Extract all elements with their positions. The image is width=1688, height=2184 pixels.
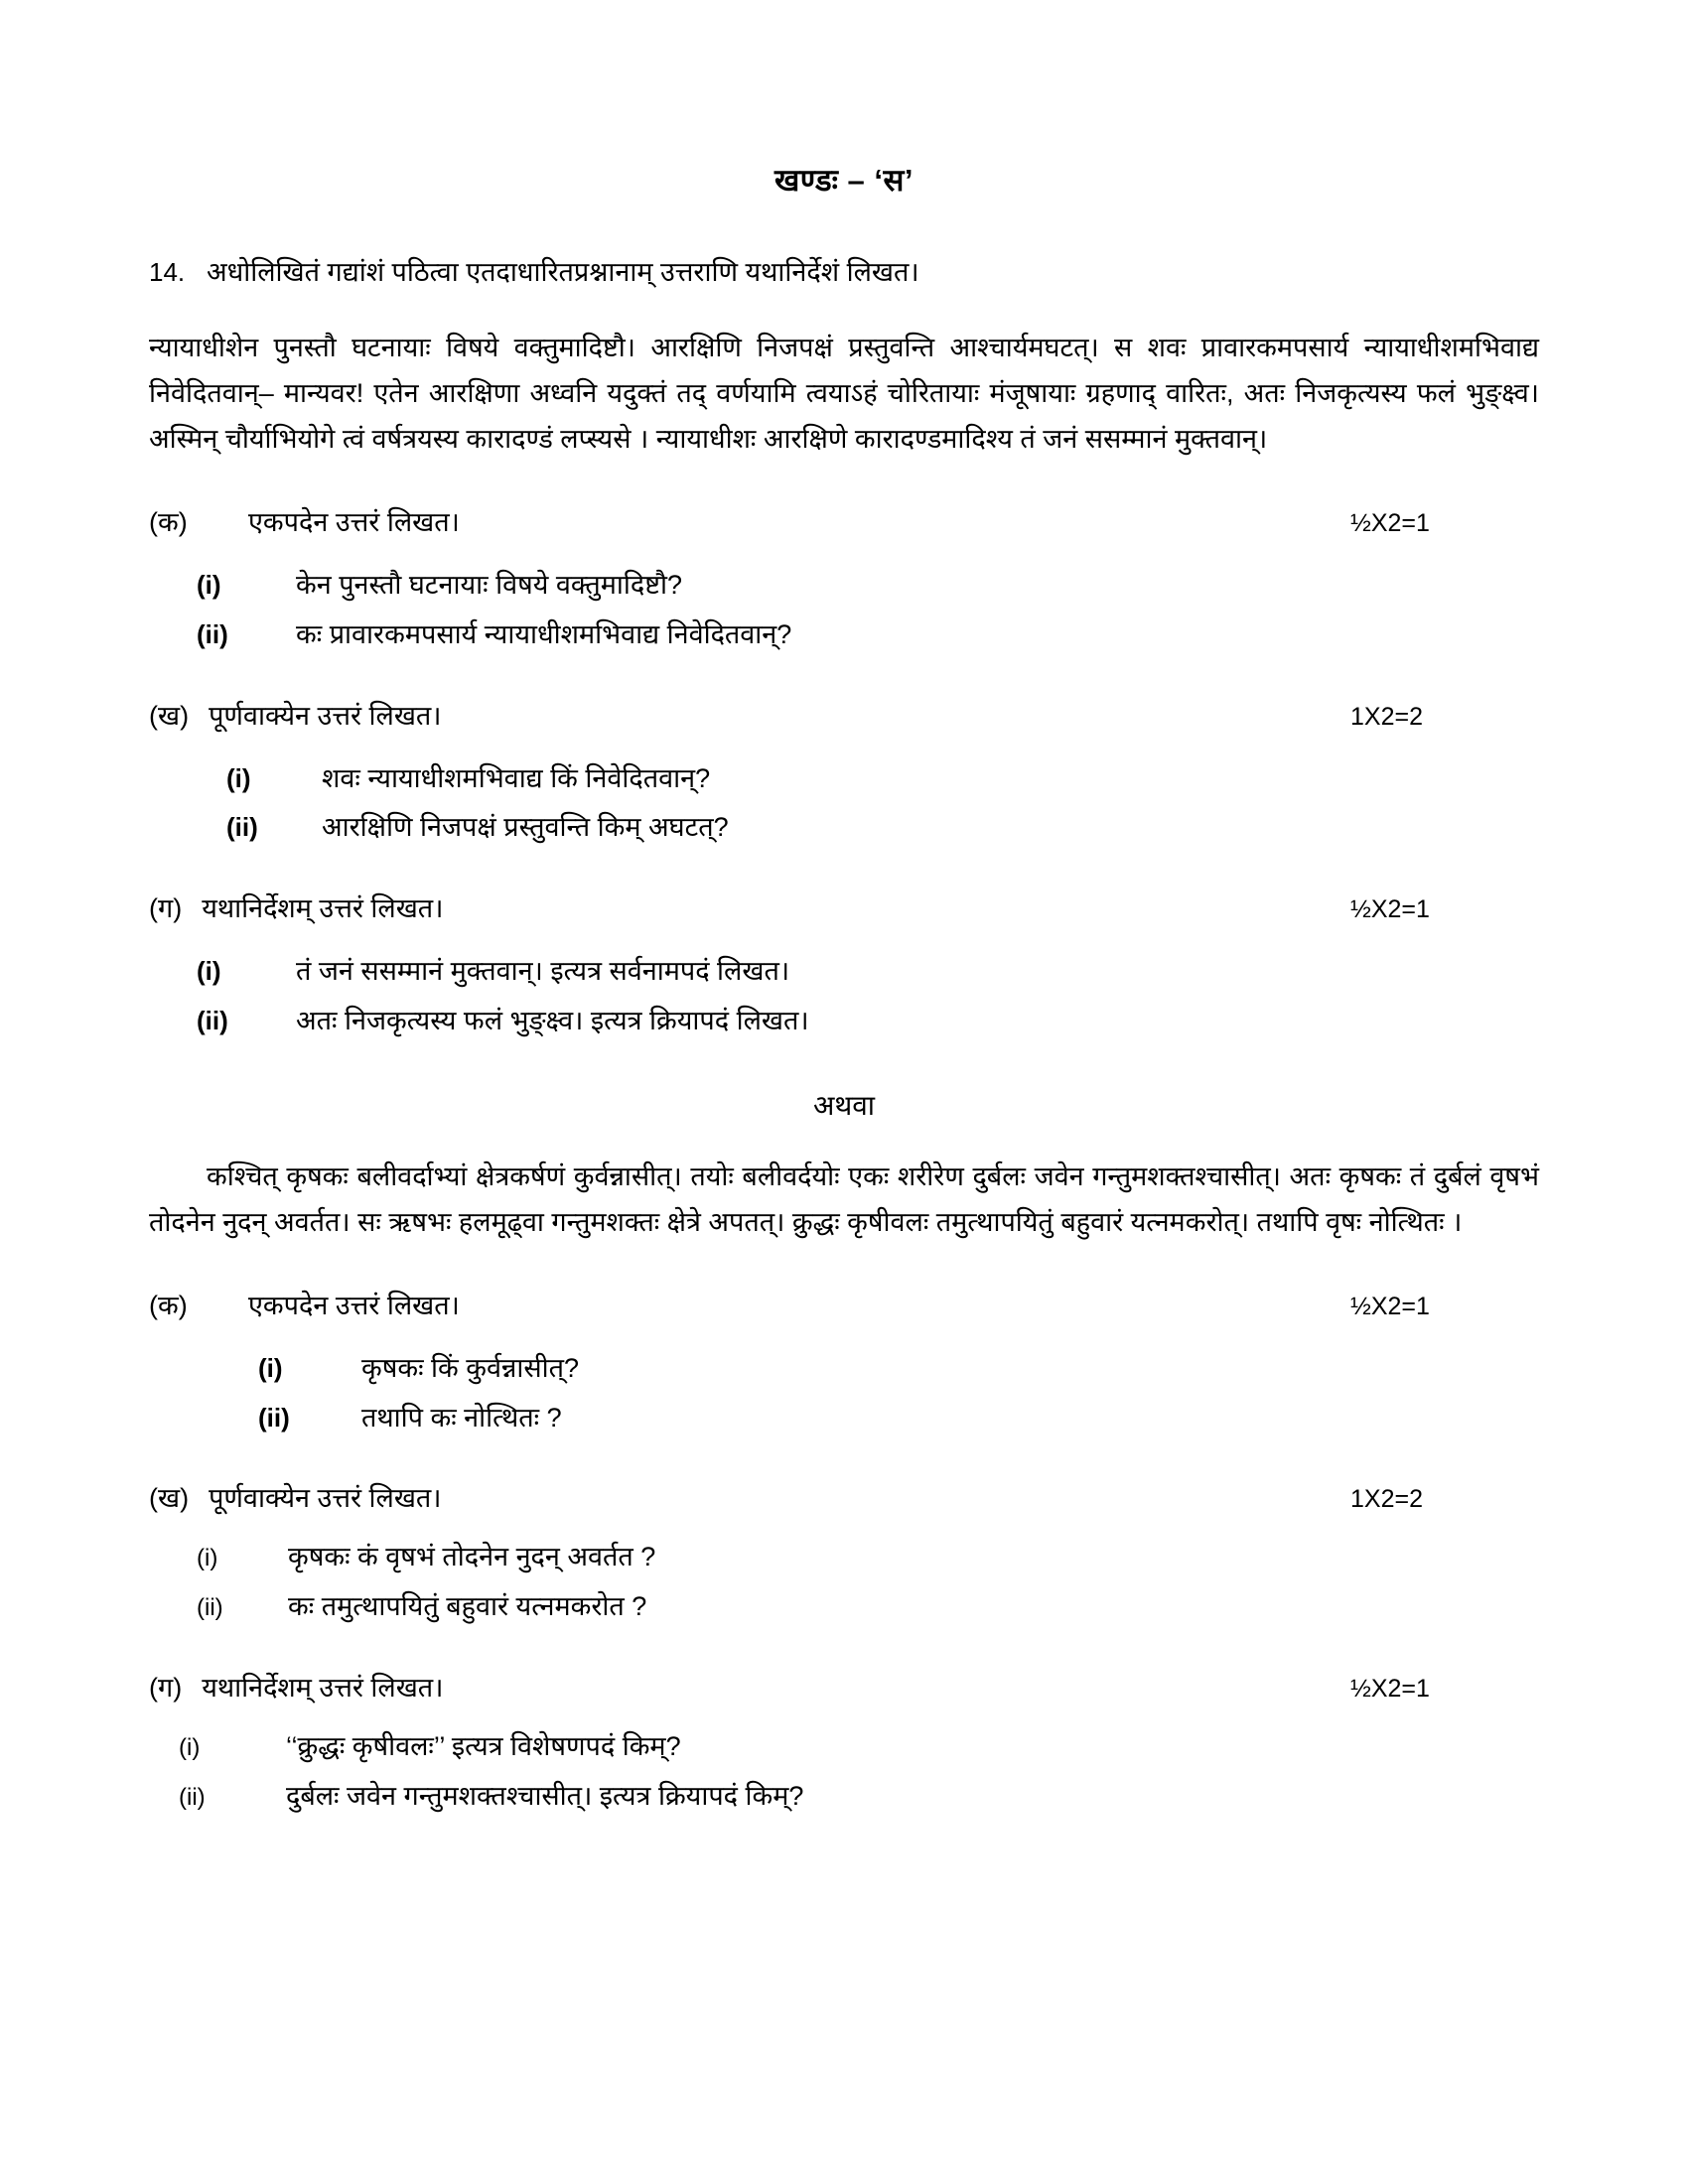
list-item [258,1398,1539,1439]
passage-2: कश्चित् कृषकः बलीवर्दाभ्यां क्षेत्रकर्षणं कुर्वन्नासीत्। तयोः बलीवर्दयोः एकः शरीरेण दुर्बलः जवेन गन्तुमशक्तश्चासीत्। अतः कृषकः तं दुर्बलं वृषभं तोदनेन नुदन् अवर्तत। सः ऋषभः हलमूढ्वा गन्तुमशक्तः क्षेत्रे अपतत्। क्रुद्धः कृषीवलः तमुत्थापयितुं बहुवारं यत्नमकरोत्। तथापि वृषः नोत्थितः । [149,1160,1539,1238]
item-marker: (ii) [226,812,258,843]
list-item [258,1348,1539,1390]
item-text: दुर्बलः जवेन गन्तुमशक्तश्चासीत्। इत्यत्र क्रियापदं किम्? [286,1780,804,1811]
section-heading: खण्डः – ‘स’ [774,163,914,198]
p1-section-ga-items [149,951,1539,1042]
item-marker: (i) [258,1352,283,1383]
p1-section-ga-letter: (ग) [149,893,183,924]
p2-section-kha [149,1478,1539,1515]
p1-section-kha [149,696,1539,733]
p1-section-ka-marks: ½X2=1 [1350,508,1430,537]
alternative-divider: अथवा [812,1089,876,1121]
p1-section-ga-title: यथानिर्देशम् उत्तरं लिखत। [202,893,444,924]
item-text: कः तमुत्थापयितुं बहुवारं यत्नमकरोत ? [288,1591,647,1622]
p1-section-ga-marks: ½X2=1 [1350,895,1430,924]
p1-section-kha-items [149,758,1539,850]
item-marker: (i) [197,569,221,600]
p1-section-kha-title: पूर्णवाक्येन उत्तरं लिखत। [209,700,442,731]
list-item [197,951,1539,993]
p2-section-kha-marks: 1X2=2 [1350,1485,1423,1514]
p2-section-ka-marks: ½X2=1 [1350,1292,1430,1320]
item-text: कृषकः कं वृषभं तोदनेन नुदन् अवर्तत ? [288,1542,656,1572]
p1-section-kha-letter: (ख) [149,700,190,731]
p2-section-ka-letter: (क) [149,1290,188,1320]
p2-section-ka-items [149,1348,1539,1439]
list-item [226,807,1539,849]
item-marker: (ii) [197,1594,223,1622]
item-marker: (ii) [197,1006,228,1036]
item-text: केन पुनस्तौ घटनायाः विषये वक्तुमादिष्टौ? [296,569,682,600]
item-marker: (i) [179,1734,201,1762]
list-item [197,614,1539,656]
item-text: तं जनं ससम्मानं मुक्तवान्। इत्यत्र सर्वनामपदं लिखत। [296,956,790,987]
p1-section-ga [149,888,1539,925]
item-text: कः प्रावारकमपसार्य न्यायाधीशमभिवाद्य निवेदितवान्? [296,618,792,649]
question-14 [149,252,1539,293]
list-item [179,1726,1539,1768]
list-item [197,565,1539,607]
p2-section-ka-title: एकपदेन उत्तरं लिखत। [248,1290,460,1320]
p2-section-kha-title: पूर्णवाक्येन उत्तरं लिखत। [209,1483,442,1514]
list-item [179,1776,1539,1818]
p1-section-ka [149,502,1539,539]
p2-section-ga-marks: ½X2=1 [1350,1675,1430,1704]
question-instruction: अधोलिखितं गद्यांशं पठित्वा एतदाधारितप्रश्नानाम् उत्तराणि यथानिर्देशं लिखत। [207,257,919,287]
p2-section-kha-letter: (ख) [149,1483,190,1514]
passage-1: न्यायाधीशेन पुनस्तौ घटनायाः विषये वक्तुमादिष्टौ। आरक्षिणि निजपक्षं प्रस्तुवन्ति आश्चार्यमघटत्। स शवः प्रावारकमपसार्य न्यायाधीशमभिवाद्य निवेदितवान्– मान्यवर! एतेन आरक्षिणा अध्वनि यदुक्तं तद् वर्णयामि त्वयाऽहं चोरितायाः मंजूषायाः ग्रहणाद् वारितः, अतः निजकृत्यस्य फलं भुङ्क्ष्व। अस्मिन् चौर्याभियोगे त्वं वर्षत्रयस्य कारादण्डं लप्स्यसे । न्यायाधीशः आरक्षिणे कारादण्डमादिश्य तं जनं ससम्मानं मुक्तवान्। [149,332,1539,455]
list-item [197,1586,1539,1628]
item-marker: (ii) [258,1402,290,1433]
p1-section-ka-title: एकपदेन उत्तरं लिखत। [248,506,460,537]
item-text: आरक्षिणि निजपक्षं प्रस्तुवन्ति किम् अघटत्? [322,812,729,843]
list-item [197,1537,1539,1578]
item-marker: (i) [197,1545,218,1572]
item-marker: (ii) [179,1783,206,1811]
item-marker: (i) [197,956,221,987]
item-text: ‘‘क्रुद्धः कृषीवलः’’ इत्यत्र विशेषणपदं किम्? [286,1731,681,1762]
p2-section-ka [149,1286,1539,1322]
p2-section-ga-items [149,1726,1539,1818]
p1-section-ka-items [149,565,1539,656]
item-marker: (ii) [197,618,228,649]
item-text: तथापि कः नोत्थितः ? [361,1402,562,1433]
p2-section-ga [149,1668,1539,1705]
list-item [226,758,1539,800]
p1-section-ka-letter: (क) [149,506,188,537]
item-text: कृषकः किं कुर्वन्नासीत्? [361,1352,580,1383]
p2-section-ga-letter: (ग) [149,1673,183,1704]
list-item [197,1001,1539,1042]
question-number: 14. [149,257,186,287]
p2-section-kha-items [149,1537,1539,1628]
item-text: अतः निजकृत्यस्य फलं भुङ्क्ष्व। इत्यत्र क्रियापदं लिखत। [296,1006,809,1036]
item-text: शवः न्यायाधीशमभिवाद्य किं निवेदितवान्? [322,762,711,793]
p1-section-kha-marks: 1X2=2 [1350,702,1423,731]
p2-section-ga-title: यथानिर्देशम् उत्तरं लिखत। [202,1673,444,1704]
item-marker: (i) [226,762,251,793]
